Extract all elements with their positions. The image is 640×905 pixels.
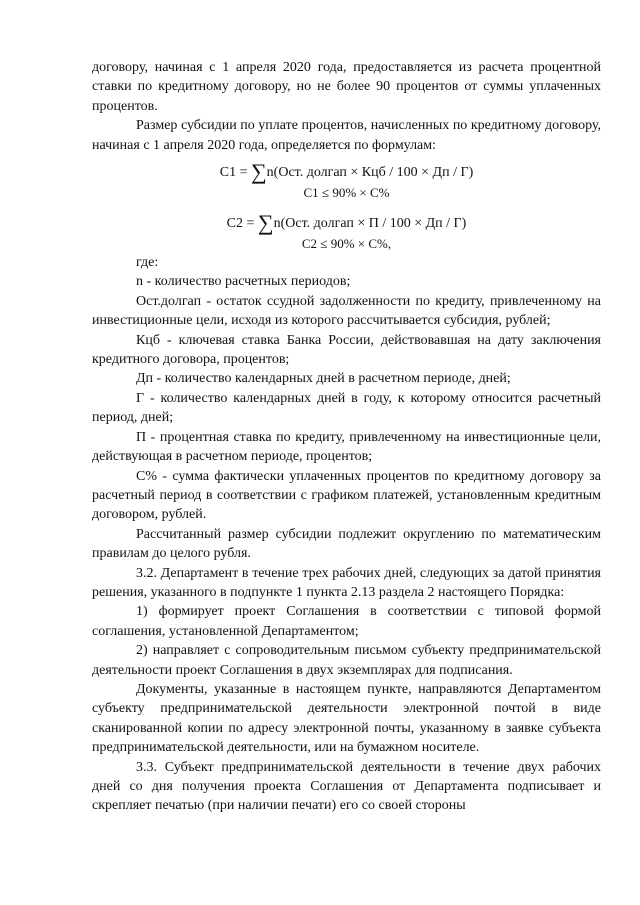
- section-3-2-item-1: 1) формирует проект Соглашения в соответствии с типовой формой соглашения, установленной Департаментом;: [92, 604, 601, 639]
- formula-c1-prefix: C1 =: [219, 165, 251, 181]
- definition-dp: Дп - количество календарных дней в расчетном периоде, дней;: [136, 371, 511, 387]
- definition-c-percent: С% - сумма фактически уплаченных процентов по кредитному договору за расчетный период в соответствии с графиком платежей, установленным кредитным договором, рублей.: [92, 468, 601, 523]
- formula-c1-body: n(Ост. долгап × Кцб / 100 × Дп / Г): [266, 165, 474, 181]
- sum-sign-icon: ∑: [250, 159, 267, 185]
- paragraph-subsidy-size: Размер субсидии по уплате процентов, начисленных по кредитному договору, начиная с 1 апреля 2020 года, определяется по формулам:: [92, 118, 601, 153]
- formula-c2: [92, 210, 601, 236]
- section-3-2-item-2: 2) направляет с сопроводительным письмом субъекту предпринимательской деятельности проект Соглашения в двух экземплярах для подписания.: [92, 643, 601, 678]
- definition-ost-dolg: Ост.долгап - остаток ссудной задолженности по кредиту, привлеченному на инвестиционные цели, исходя из которого рассчитывается субсидия, рублей;: [92, 293, 601, 329]
- paragraph-documents: Документы, указанные в настоящем пункте, направляются Департаментом субъекту предпринимательской деятельности электронной почтой в виде сканированной копии по адресу электронной почты, указанному в заявке субъекта предпринимательской деятельности, или на бумажном носителе.: [92, 681, 601, 756]
- formula-c2-condition: C2 ≤ 90% × С%,: [301, 236, 392, 252]
- document-body: [92, 58, 601, 816]
- paragraph-rounding: Рассчитанный размер субсидии подлежит округлению по математическим правилам до целого рубля.: [92, 526, 601, 562]
- definition-g: Г - количество календарных дней в году, к которому относится расчетный период, дней;: [92, 390, 601, 426]
- formula-c2-prefix: C2 =: [226, 216, 258, 232]
- formula-c2-body: n(Ост. долгап × П / 100 × Дп / Г): [273, 216, 467, 232]
- sum-sign-icon: ∑: [257, 210, 274, 236]
- definition-n: n - количество расчетных периодов;: [136, 274, 351, 290]
- section-3-3: 3.3. Субъект предпринимательской деятельности в течение двух рабочих дней со дня получения проекта Соглашения от Департамента подписывает и скрепляет печатью (при наличии печати) его со своей стороны: [92, 759, 601, 814]
- formula-c1: [92, 159, 601, 185]
- definition-kcb: Кцб - ключевая ставка Банка России, действовавшая на дату заключения кредитного договора, процентов;: [92, 332, 601, 368]
- formula-c1-condition: C1 ≤ 90% × С%: [303, 185, 390, 201]
- where-label: где:: [136, 255, 159, 271]
- section-3-2: 3.2. Департамент в течение трех рабочих дней, следующих за датой принятия решения, указанного в подпункте 1 пункта 2.13 раздела 2 настоящего Порядка:: [92, 565, 601, 600]
- definition-p: П - процентная ставка по кредиту, привлеченному на инвестиционные цели, действующая в расчетном периоде, процентов;: [92, 429, 601, 465]
- paragraph-subsidy-limit: договору, начиная с 1 апреля 2020 года, предоставляется из расчета процентной ставки по кредитному договору, но не более 90 процентов от суммы уплаченных процентов.: [92, 60, 601, 114]
